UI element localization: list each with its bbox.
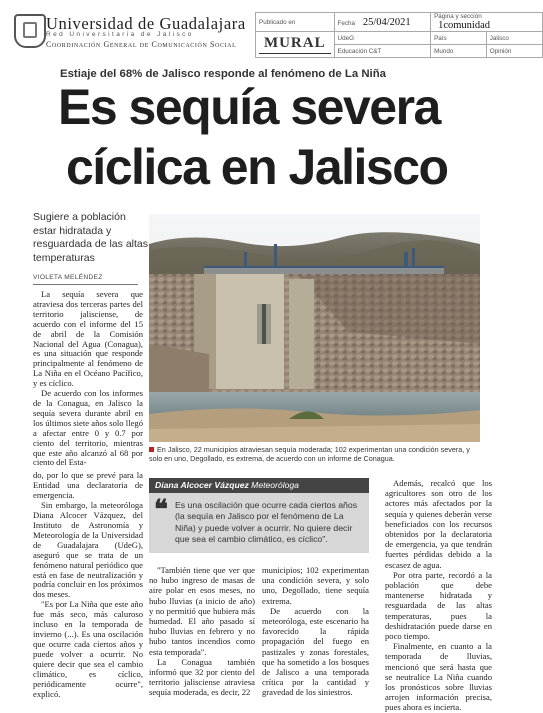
cell-jalisco: Jalisco (486, 32, 542, 45)
photo-caption (149, 445, 482, 463)
paragraph: do, por lo que se prevé para la Entidad una declaratoria de emergencia. (33, 470, 143, 500)
kicker: Estiaje del 68% de Jalisco responde al fenómeno de La Niña (60, 68, 387, 80)
quote-role: Meteoróloga (251, 480, 299, 490)
paragraph: Sin embargo, la meteoróloga Diana Alcocer Vázquez, del Instituto de Astronomía y Meteorología de la Universidad de Guadalajara (UdeG), aseguró que se trata de un fenómeno natural periódico que está en fase de neutralización y podría concluir en los próximos dos meses. (33, 499, 143, 600)
clipping-metadata-table (255, 12, 543, 58)
quote-name: Diana Alcocer Vázquez (155, 480, 249, 490)
cell-educacion: Educación C&T (334, 45, 431, 58)
subheadline: Sugiere a población estar hidratada y resguardada de las altas temperaturas (33, 211, 148, 264)
newspaper-logo (256, 32, 335, 58)
quote-text: Es una oscilación que ocurre cada ciertos años (la sequía en Jalisco por el fenómeno de La Niña) y puede volver a ocurrir. No quiere decir que sea el cambio climático, es cíclico". (175, 500, 358, 544)
paragraph: "Es por La Niña que este año fue más seco, más caluroso incluso en la temporada de invierno (...). Es una oscilación que ocurre cada ciertos años y puede volver a ocurrir. No quiere decir que sea el cambio climático, es cíclico, periódicamente ocurre", explicó. (33, 599, 143, 699)
cell-mundo: Mundo (431, 45, 487, 58)
article-column-4 (385, 478, 492, 713)
paragraph: "También tiene que ver que no hubo ingreso de masas de aire polar en esos meses, no hubo lluvias (a inicio de año) y no permitió que hubiera más humedad. El año pasado sí hubo lluvias en febrero y no hubo tantos incendios como esta temporada". (149, 565, 255, 657)
section-label: Página y sección (434, 13, 482, 20)
section-value: 1comunidad (438, 20, 490, 31)
paragraph: Además, recalcó que los agricultores son otro de los actores más afectados por la sequía y quienes deberán verse beneficiados con los recursos obtenidos por la declaratoria de emergencia, ya que tendrán fuertes pérdidas debido a la escasez de agua. (385, 478, 492, 570)
dam-photo (149, 214, 480, 442)
article-column-1-lower (33, 471, 143, 700)
article-column-3 (262, 565, 369, 698)
headline-line-2: cíclica en Jalisco (66, 139, 448, 195)
newspaper-name: MURAL (263, 35, 326, 51)
date-label: Fecha (337, 19, 356, 27)
byline: VIOLETA MELÉNDEZ (33, 274, 103, 281)
caption-text: En Jalisco, 22 municipios atraviesan sequía moderada; 102 experimentan una condición severa, y solo en uno, Degollado, es extrema, de acuerdo con un informe de Conagua. (149, 445, 470, 463)
cell-pais: País (431, 32, 487, 45)
published-label: Publicado en (256, 13, 335, 32)
university-seal-icon (14, 14, 46, 48)
paragraph: Finalmente, en cuanto a la temporada de lluvias, mencionó que será hasta que se neutralice La Niña cuando los pronósticos sobre lluvias arrojen información precisa, pues ahora es incierta. (385, 641, 492, 713)
coordination-name: Coordinación General de Comunicación Social (46, 40, 237, 49)
paragraph: De acuerdo con los informes de la Conagua, en Jalisco la sequía severa durante abril en los últimos siete años solo llegó a afectar entre 0 y 0.7 por ciento del territorio, mientras que este año alcanzó al 68 por ciento del Esta- (33, 388, 143, 468)
date-value: 25/04/2021 (362, 16, 411, 28)
paragraph: La sequía severa que atraviesa dos terceras partes del territorio jalisciense, de acuerdo con el informe del 15 de abril de la Comisión Nacional del Agua (Conagua), es una situación que responde principalmente al fenómeno de La Niña en el Océano Pacífico, y es cíclico. (33, 289, 143, 389)
paragraph: municipios; 102 experimentan una condición severa, y solo uno, Degollado, tiene sequía extrema. (262, 565, 369, 606)
university-network: Red Universitaria de Jalisco (46, 31, 194, 38)
caption-marker-icon (149, 447, 154, 452)
paragraph: Por otra parte, recordó a la población que debe mantenerse hidratada y resguardada de las altas temperaturas, pues la deshidratación puede darse en poco tiempo. (385, 569, 492, 642)
article-column-1 (33, 290, 143, 468)
quote-mark-icon: ❝ (154, 494, 168, 524)
cell-opinion: Opinión (486, 45, 542, 58)
university-name: Universidad de Guadalajara (46, 14, 246, 33)
paragraph: De acuerdo con la meteoróloga, este escenario ha favorecido la rápida propagación del fuego en pastizales y zonas forestales, que ha sometido a los bosques de Jalisco a una temporada crítica por la cantidad y gravedad de los siniestros. (262, 605, 369, 698)
byline-rule (33, 284, 138, 285)
quote-header (149, 478, 369, 493)
headline-line-1: Es sequía severa (58, 79, 440, 135)
paragraph: La Conagua también informó que 32 por ciento del territorio jalisciense atraviesa sequía moderada, es decir, 22 (149, 656, 255, 698)
article-column-2 (149, 565, 255, 698)
cell-udeg: UdeG (334, 32, 431, 45)
